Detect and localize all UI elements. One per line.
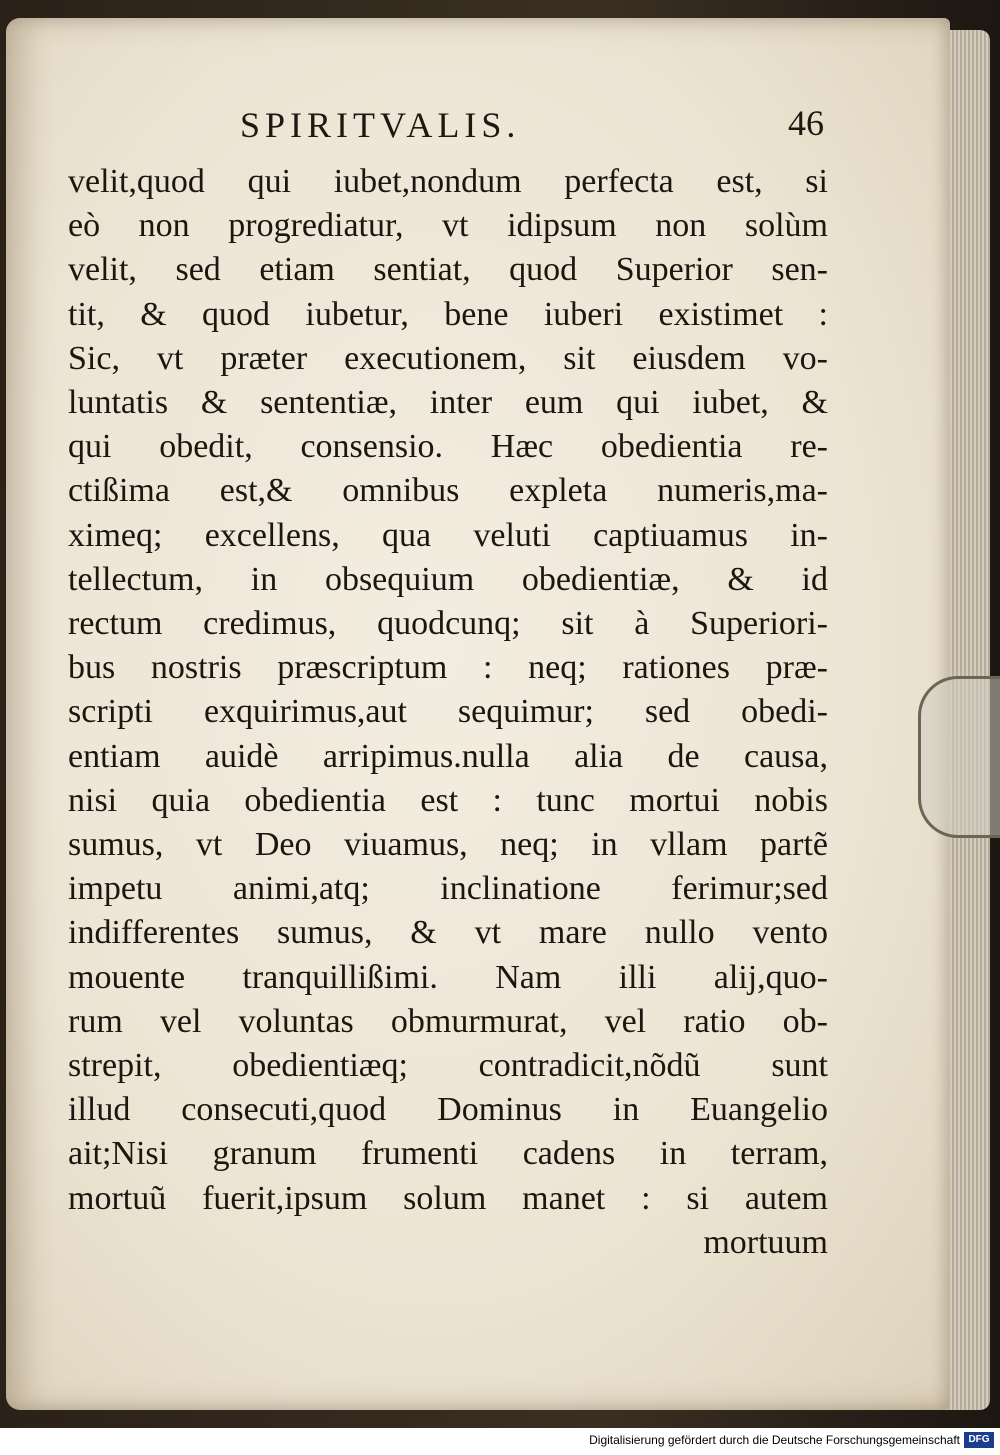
text-line: entiam auidè arripimus.nulla alia de causa, <box>68 737 828 775</box>
text-line: indifferentes sumus, & vt mare nullo vento <box>68 914 828 952</box>
text-line: velit,quod qui iubet,nondum perfecta est, si <box>68 163 828 200</box>
text-line: illud consecuti,quod Dominus in Euangelio <box>68 1091 828 1129</box>
catchword: mortuum <box>703 1223 828 1261</box>
text-line: rum vel voluntas obmurmurat, vel ratio ob- <box>68 1002 828 1040</box>
text-line: tit, & quod iubetur, bene iuberi existimet : <box>68 295 828 333</box>
text-line: mortuũ fuerit,ipsum solum manet : si autem <box>68 1179 828 1217</box>
text-line: velit, sed etiam sentiat, quod Superior sen- <box>68 251 828 289</box>
text-line: Sic, vt præter executionem, sit eiusdem vo- <box>68 339 828 377</box>
page-clip <box>918 676 1000 838</box>
page-header <box>240 104 830 154</box>
dfg-logo: DFG <box>964 1432 994 1448</box>
text-line: bus nostris præscriptum : neq; rationes præ- <box>68 649 828 687</box>
text-line: impetu animi,atq; inclinatione ferimur;sed <box>68 870 828 908</box>
page-number: 46 <box>788 103 824 143</box>
text-line: nisi quia obedientia est : tunc mortui nobis <box>68 781 828 819</box>
text-line: luntatis & sententiæ, inter eum qui iubet, & <box>68 384 828 422</box>
text-line: mouente tranquillißimi. Nam illi alij,quo- <box>68 958 828 996</box>
text-line: ait;Nisi granum frumenti cadens in terram, <box>68 1135 828 1173</box>
text-line: sumus, vt Deo viuamus, neq; in vllam partẽ <box>68 826 828 864</box>
running-title: SPIRITVALIS. <box>240 105 521 145</box>
text-line: tellectum, in obsequium obedientiæ, & id <box>68 560 828 598</box>
text-line: strepit, obedientiæq; contradicit,nõdũ sunt <box>68 1047 828 1085</box>
body-text <box>68 160 828 1265</box>
funding-credit: Digitalisierung gefördert durch die Deutsche Forschungsgemeinschaft <box>589 1433 960 1447</box>
text-line: scripti exquirimus,aut sequimur; sed obedi- <box>68 693 828 731</box>
text-line: eò non progrediatur, vt idipsum non solùm <box>68 207 828 245</box>
footer-bar <box>0 1428 1000 1455</box>
text-line: rectum credimus, quodcunq; sit à Superiori- <box>68 605 828 643</box>
text-line: ctißima est,& omnibus expleta numeris,ma- <box>68 472 828 510</box>
text-line: qui obedit, consensio. Hæc obedientia re- <box>68 428 828 466</box>
text-line: ximeq; excellens, qua veluti captiuamus in- <box>68 516 828 554</box>
